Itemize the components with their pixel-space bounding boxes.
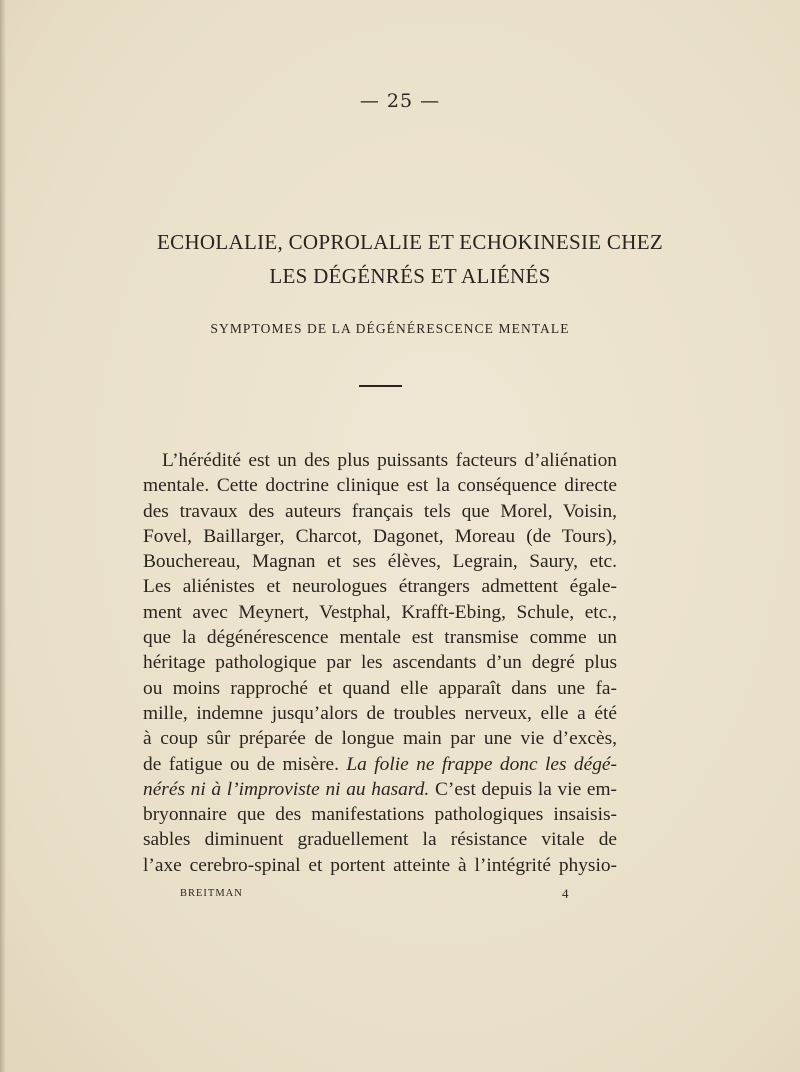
footer-signature-mark: 4 [562, 886, 569, 901]
body-text-italic: nérés ni à l’improviste ni au hasard. [143, 778, 430, 800]
body-line: sables diminuent graduellement la résistance vitale de [143, 829, 617, 851]
chapter-title-line-2: LES DÉGÉNRÉS ET ALIÉNÉS [269, 264, 551, 288]
page-number: — 25 — [359, 90, 441, 112]
body-line: Fovel, Baillarger, Charcot, Dagonet, Moreau (de Tours), [143, 525, 617, 547]
body-line: que la dégénérescence mentale est transmise comme un [143, 627, 617, 649]
body-text-normal: de fatigue ou de misère. [143, 753, 339, 775]
body-line: Bouchereau, Magnan et ses élèves, Legrain, Saury, etc. [143, 551, 617, 573]
body-line: l’axe cerebro-spinal et portent atteinte à l’intégrité physio- [143, 854, 617, 876]
body-line: mille, indemne jusqu’alors de troubles nerveux, elle a été [143, 702, 617, 724]
body-line: bryonnaire que des manifestations pathologiques insaisis- [143, 804, 617, 826]
body-line: héritage pathologique par les ascendants d’un degré plus [143, 652, 617, 674]
page-edge-shadow [0, 0, 6, 1072]
body-paragraph [143, 448, 617, 878]
body-line: à coup sûr préparée de longue main par une vie d’excès, [143, 728, 617, 750]
body-line-mixed [143, 777, 617, 802]
body-line: des travaux des auteurs français tels que Morel, Voisin, [143, 500, 617, 522]
body-line: L’hérédité est un des plus puissants facteurs d’aliénation [162, 450, 617, 471]
body-line: Les aliénistes et neurologues étrangers admettent égale- [143, 576, 617, 598]
body-line-mixed [143, 752, 617, 777]
body-text-normal: C’est depuis la vie em- [434, 778, 617, 800]
chapter-subtitle: SYMPTOMES DE LA DÉGÉNÉRESCENCE MENTALE [210, 321, 570, 336]
footer-author: BREITMAN [180, 888, 243, 899]
body-text-italic: La folie ne frappe donc les dégé- [346, 753, 617, 775]
body-line: ou moins rapproché et quand elle apparaît dans une fa- [143, 677, 617, 699]
body-line: mentale. Cette doctrine clinique est la conséquence directe [143, 475, 617, 497]
chapter-title [110, 225, 710, 293]
body-line: ment avec Meynert, Vestphal, Krafft-Ebing, Schule, etc., [143, 601, 617, 623]
section-divider [359, 385, 402, 387]
chapter-title-line-1: ECHOLALIE, COPROLALIE ET ECHOKINESIE CHEZ [157, 230, 663, 254]
